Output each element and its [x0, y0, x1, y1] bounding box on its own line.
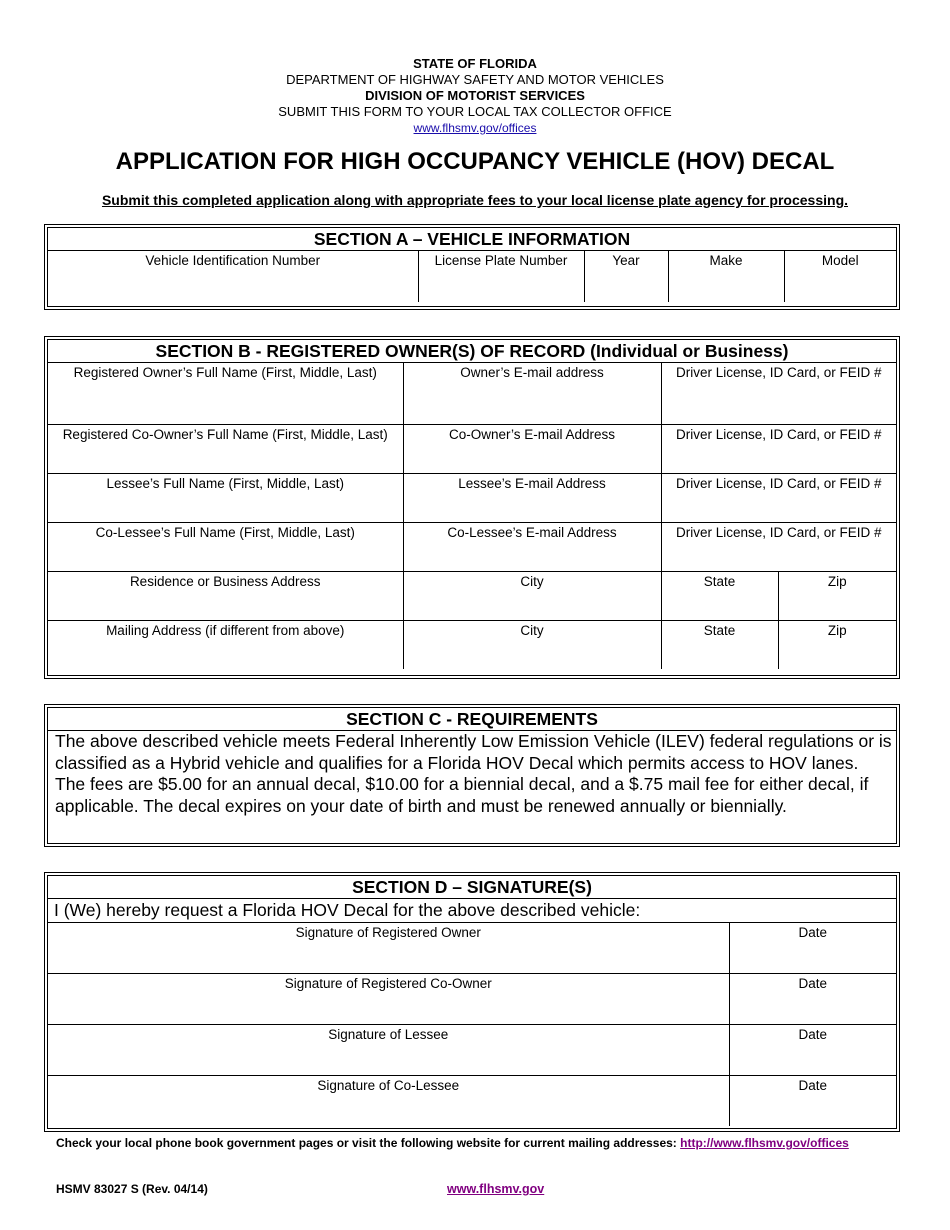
- section-d-signatures: [44, 872, 900, 1132]
- agency-header: [0, 56, 950, 136]
- section-b-heading: SECTION B - REGISTERED OWNER(S) OF RECORD (Individual or Business): [48, 340, 896, 363]
- form-title: APPLICATION FOR HIGH OCCUPANCY VEHICLE (HOV) DECAL: [115, 148, 835, 175]
- department-name: DEPARTMENT OF HIGHWAY SAFETY AND MOTOR VEHICLES: [286, 72, 664, 87]
- offices-link[interactable]: www.flhsmv.gov/offices: [413, 121, 537, 135]
- division-name: DIVISION OF MOTORIST SERVICES: [365, 88, 585, 103]
- section-a-vehicle-information: [44, 224, 900, 310]
- year-field[interactable]: Year: [584, 251, 668, 302]
- co-owner-email-field[interactable]: Co-Owner’s E-mail Address: [403, 425, 661, 474]
- lessee-name-field[interactable]: Lessee’s Full Name (First, Middle, Last): [48, 474, 403, 523]
- lessee-signature-field[interactable]: Signature of Lessee: [48, 1025, 729, 1076]
- state-name: STATE OF FLORIDA: [413, 56, 537, 71]
- residence-state-field[interactable]: State: [661, 572, 778, 621]
- residence-city-field[interactable]: City: [403, 572, 661, 621]
- section-b-registered-owners: [44, 336, 900, 679]
- form-id: HSMV 83027 S (Rev. 04/14): [56, 1182, 208, 1196]
- owner-signature-field[interactable]: Signature of Registered Owner: [48, 923, 729, 974]
- co-lessee-signature-field[interactable]: Signature of Co-Lessee: [48, 1076, 729, 1127]
- co-lessee-id-field[interactable]: Driver License, ID Card, or FEID #: [661, 523, 896, 572]
- residence-address-field[interactable]: Residence or Business Address: [48, 572, 403, 621]
- requirements-text: The above described vehicle meets Federal Inherently Low Emission Vehicle (ILEV) federal regulations or is classified as a Hybrid vehicle and qualifies for a Florida HOV Decal which permits access to HOV lanes. The fees are $5.00 for an annual decal, $10.00 for a biennial decal, and a $.75 mail fee for either decal, if applicable. The decal expires on your date of birth and must be renewed annually or biennially.: [55, 731, 892, 816]
- owner-id-field[interactable]: Driver License, ID Card, or FEID #: [661, 363, 896, 425]
- submit-note: SUBMIT THIS FORM TO YOUR LOCAL TAX COLLECTOR OFFICE: [278, 104, 672, 119]
- make-field[interactable]: Make: [668, 251, 784, 302]
- co-lessee-name-field[interactable]: Co-Lessee’s Full Name (First, Middle, Last): [48, 523, 403, 572]
- model-field[interactable]: Model: [784, 251, 896, 302]
- mailing-address-field[interactable]: Mailing Address (if different from above): [48, 621, 403, 670]
- section-c-heading: SECTION C - REQUIREMENTS: [48, 708, 896, 731]
- form-subtitle: Submit this completed application along with appropriate fees to your local license plate agency for processing.: [101, 192, 849, 208]
- mailing-state-field[interactable]: State: [661, 621, 778, 670]
- section-a-heading: SECTION A – VEHICLE INFORMATION: [48, 228, 896, 251]
- owner-signature-date-field[interactable]: Date: [729, 923, 896, 974]
- co-lessee-email-field[interactable]: Co-Lessee’s E-mail Address: [403, 523, 661, 572]
- offices-footer-link[interactable]: http://www.flhsmv.gov/offices: [680, 1136, 849, 1150]
- lessee-id-field[interactable]: Driver License, ID Card, or FEID #: [661, 474, 896, 523]
- section-d-heading: SECTION D – SIGNATURE(S): [48, 876, 896, 899]
- co-lessee-signature-date-field[interactable]: Date: [729, 1076, 896, 1127]
- co-owner-id-field[interactable]: Driver License, ID Card, or FEID #: [661, 425, 896, 474]
- section-c-requirements: [44, 704, 900, 847]
- co-owner-name-field[interactable]: Registered Co-Owner’s Full Name (First, Middle, Last): [48, 425, 403, 474]
- mailing-zip-field[interactable]: Zip: [778, 621, 896, 670]
- footer-website-link[interactable]: www.flhsmv.gov: [447, 1182, 545, 1196]
- mailing-address-note: [56, 1136, 849, 1150]
- license-plate-field[interactable]: License Plate Number: [418, 251, 584, 302]
- vin-field[interactable]: Vehicle Identification Number: [48, 251, 418, 302]
- mailing-address-note-text: Check your local phone book government pages or visit the following website for current mailing addresses:: [56, 1136, 681, 1150]
- owner-email-field[interactable]: Owner’s E-mail address: [403, 363, 661, 425]
- lessee-email-field[interactable]: Lessee’s E-mail Address: [403, 474, 661, 523]
- co-owner-signature-field[interactable]: Signature of Registered Co-Owner: [48, 974, 729, 1025]
- lessee-signature-date-field[interactable]: Date: [729, 1025, 896, 1076]
- owner-name-field[interactable]: Registered Owner’s Full Name (First, Middle, Last): [48, 363, 403, 425]
- request-statement: I (We) hereby request a Florida HOV Decal for the above described vehicle:: [48, 899, 896, 923]
- mailing-city-field[interactable]: City: [403, 621, 661, 670]
- residence-zip-field[interactable]: Zip: [778, 572, 896, 621]
- co-owner-signature-date-field[interactable]: Date: [729, 974, 896, 1025]
